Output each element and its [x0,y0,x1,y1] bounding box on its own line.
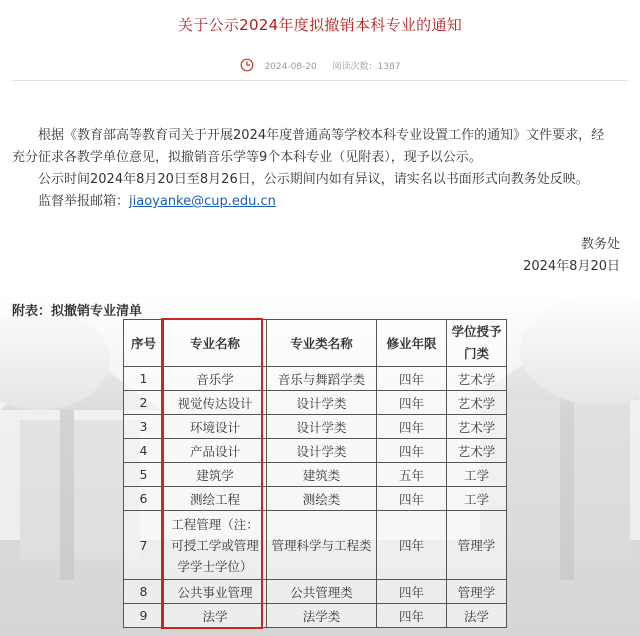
cell-duration: 四年 [377,580,447,604]
cell-degree: 艺术学 [447,391,507,415]
cell-major: 建筑学 [164,463,267,487]
cell-duration: 四年 [377,604,447,628]
cell-degree: 管理学 [447,511,507,580]
table-row [124,391,507,415]
col-header-index: 序号 [124,320,164,367]
cell-index: 5 [124,463,164,487]
cell-duration: 四年 [377,415,447,439]
cell-degree: 管理学 [447,580,507,604]
cell-major: 工程管理（注：可授工学或管理学学士学位） [164,511,267,580]
table-row [124,367,507,391]
table-row [124,604,507,628]
signature-date: 2024年8月20日 [523,259,620,274]
cell-major: 产品设计 [164,439,267,463]
body-paragraph-email [12,191,612,213]
cell-duration: 四年 [377,511,447,580]
cell-category: 设计学类 [267,415,377,439]
table-row [124,580,507,604]
article-meta [0,58,640,72]
table-row [124,439,507,463]
table-row [124,463,507,487]
cell-major: 环境设计 [164,415,267,439]
cell-duration: 四年 [377,367,447,391]
table-row [124,487,507,511]
signature-block [523,234,620,278]
body-paragraph-2: 公示时间2024年8月20日至8月26日，公示期间内如有异议，请实名以书面形式向教务处反映。 [38,172,589,187]
cell-major: 公共事业管理 [164,580,267,604]
cell-category: 测绘类 [267,487,377,511]
signature-org: 教务处 [580,237,620,252]
cell-index: 3 [124,415,164,439]
col-header-duration: 修业年限 [377,320,447,367]
cell-category: 建筑类 [267,463,377,487]
cell-index: 7 [124,511,164,580]
cell-degree: 艺术学 [447,415,507,439]
cell-index: 8 [124,580,164,604]
cell-degree: 艺术学 [447,367,507,391]
email-label: 监督举报邮箱： [38,194,130,209]
cell-degree: 工学 [447,463,507,487]
col-header-degree: 学位授予门类 [447,320,507,367]
cell-index: 2 [124,391,164,415]
views-label: 阅读次数： [332,62,378,72]
cell-index: 4 [124,439,164,463]
cell-index: 6 [124,487,164,511]
cell-category: 公共管理类 [267,580,377,604]
cell-degree: 法学 [447,604,507,628]
body-paragraph-1: 根据《教育部高等教育司关于开展2024年度普通高等学校本科专业设置工作的通知》文件要求，经充分征求各教学单位意见，拟撤销音乐学等9个本科专业（见附表），现予以公示。 [12,128,605,165]
cell-major: 视觉传达设计 [164,391,267,415]
cell-category: 音乐与舞蹈学类 [267,367,377,391]
attachment-title: 附表：拟撤销专业清单 [12,304,143,319]
cell-duration: 四年 [377,391,447,415]
cell-category: 设计学类 [267,391,377,415]
views-count: 1387 [377,62,401,72]
cell-index: 1 [124,367,164,391]
col-header-major: 专业名称 [164,320,267,367]
cell-degree: 艺术学 [447,439,507,463]
cell-category: 法学类 [267,604,377,628]
majors-table [123,319,507,628]
cell-major: 测绘工程 [164,487,267,511]
page-title: 关于公示2024年度拟撤销本科专业的通知 [177,16,463,34]
email-link[interactable]: jiaoyanke@cup.edu.cn [129,194,276,209]
cell-index: 9 [124,604,164,628]
table-row [124,415,507,439]
table-row [124,511,507,580]
notice-body [12,125,612,213]
cell-duration: 五年 [377,463,447,487]
cell-degree: 工学 [447,487,507,511]
cell-duration: 四年 [377,487,447,511]
cell-major: 音乐学 [164,367,267,391]
cell-duration: 四年 [377,439,447,463]
col-header-category: 专业类名称 [267,320,377,367]
header-divider [12,80,628,81]
publish-date: 2024-08-20 [264,62,317,72]
cell-category: 管理科学与工程类 [267,511,377,580]
table-header-row [124,320,507,367]
cell-category: 设计学类 [267,439,377,463]
cell-major: 法学 [164,604,267,628]
clock-icon [240,58,254,72]
